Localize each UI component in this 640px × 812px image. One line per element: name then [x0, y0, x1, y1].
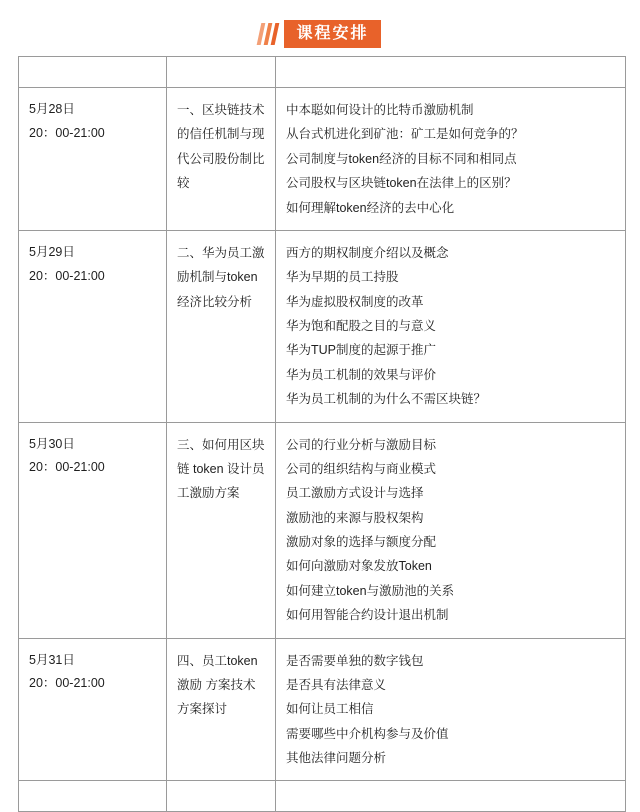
time-line: 20：00-21:00 — [29, 125, 105, 140]
point-item: 如何建立token与激励池的关系 — [286, 583, 455, 598]
point-item: 华为员工机制的效果与评价 — [286, 367, 437, 382]
cell-blank-date — [19, 781, 167, 812]
point-item: 华为员工机制的为什么不需区块链？ — [286, 392, 487, 407]
cell-date — [19, 422, 167, 638]
point-item: 公司的组织结构与商业模式 — [286, 461, 437, 476]
time-line: 20：00-21:00 — [29, 460, 105, 475]
table-row — [19, 230, 626, 422]
cell-points — [276, 638, 626, 781]
cell-topic — [167, 88, 276, 231]
cell-blank-points — [276, 57, 626, 88]
cell-date — [19, 230, 167, 422]
page-header — [0, 0, 640, 56]
decorative-bars-icon — [259, 23, 277, 45]
point-item: 激励池的来源与股权架构 — [286, 510, 424, 525]
time-line: 20：00-21:00 — [29, 676, 105, 691]
point-item: 员工激励方式设计与选择 — [286, 486, 424, 501]
table-row-footer-blank — [19, 781, 626, 812]
topic-text: 二、华为员工激励机制与token经济比较分析 — [177, 245, 265, 309]
cell-date — [19, 638, 167, 781]
page-title: 课程安排 — [284, 20, 380, 49]
cell-points — [276, 230, 626, 422]
table-row — [19, 638, 626, 781]
point-item: 公司制度与token经济的目标不同和相同点 — [286, 151, 517, 166]
schedule-table-wrapper — [0, 56, 640, 812]
time-line: 20：00-21:00 — [29, 268, 105, 283]
date-line: 5月31日 — [29, 652, 75, 667]
cell-points — [276, 422, 626, 638]
point-item: 需要哪些中介机构参与及价值 — [286, 726, 449, 741]
cell-points — [276, 88, 626, 231]
date-line: 5月28日 — [29, 102, 75, 116]
cell-blank-points — [276, 781, 626, 812]
point-item: 是否具有法律意义 — [286, 677, 387, 692]
point-item: 华为早期的员工持股 — [286, 270, 399, 285]
point-item: 中本聪如何设计的比特币激励机制 — [286, 103, 474, 117]
point-item: 其他法律问题分析 — [286, 751, 387, 765]
point-item: 公司的行业分析与激励目标 — [286, 437, 437, 452]
header-inner — [259, 20, 380, 49]
cell-blank-topic — [167, 781, 276, 812]
point-item: 激励对象的选择与额度分配 — [286, 535, 437, 549]
cell-blank-date — [19, 57, 167, 88]
point-item: 如何用智能合约设计退出机制 — [286, 608, 449, 623]
table-row-header-blank — [19, 57, 626, 88]
point-item: 西方的期权制度介绍以及概念 — [286, 245, 449, 260]
point-item: 华为饱和配股之目的与意义 — [286, 319, 437, 333]
cell-blank-topic — [167, 57, 276, 88]
point-item: 如何理解token经济的去中心化 — [286, 200, 455, 215]
date-line: 5月30日 — [29, 436, 75, 451]
topic-text: 一、区块链技术的信任机制与现代公司股份制比较 — [177, 103, 265, 191]
point-item: 华为TUP制度的起源于推广 — [286, 343, 437, 358]
topic-text: 四、员工token 激励 方案技术方案探讨 — [177, 653, 258, 717]
point-item: 公司股权与区块链token在法律上的区别？ — [286, 176, 517, 191]
table-row — [19, 88, 626, 231]
schedule-table-body — [19, 57, 626, 812]
table-row — [19, 422, 626, 638]
point-item: 如何向激励对象发放Token — [286, 559, 432, 574]
point-item: 从台式机进化到矿池：矿工是如何竞争的？ — [286, 127, 524, 142]
cell-date — [19, 88, 167, 231]
cell-topic — [167, 230, 276, 422]
point-item: 是否需要单独的数字钱包 — [286, 653, 424, 668]
cell-topic — [167, 422, 276, 638]
point-item: 华为虚拟股权制度的改革 — [286, 294, 424, 309]
date-line: 5月29日 — [29, 244, 75, 259]
topic-text: 三、如何用区块链 token 设计员工激励方案 — [177, 437, 265, 501]
cell-topic — [167, 638, 276, 781]
schedule-table — [18, 56, 626, 812]
point-item: 如何让员工相信 — [286, 702, 374, 717]
